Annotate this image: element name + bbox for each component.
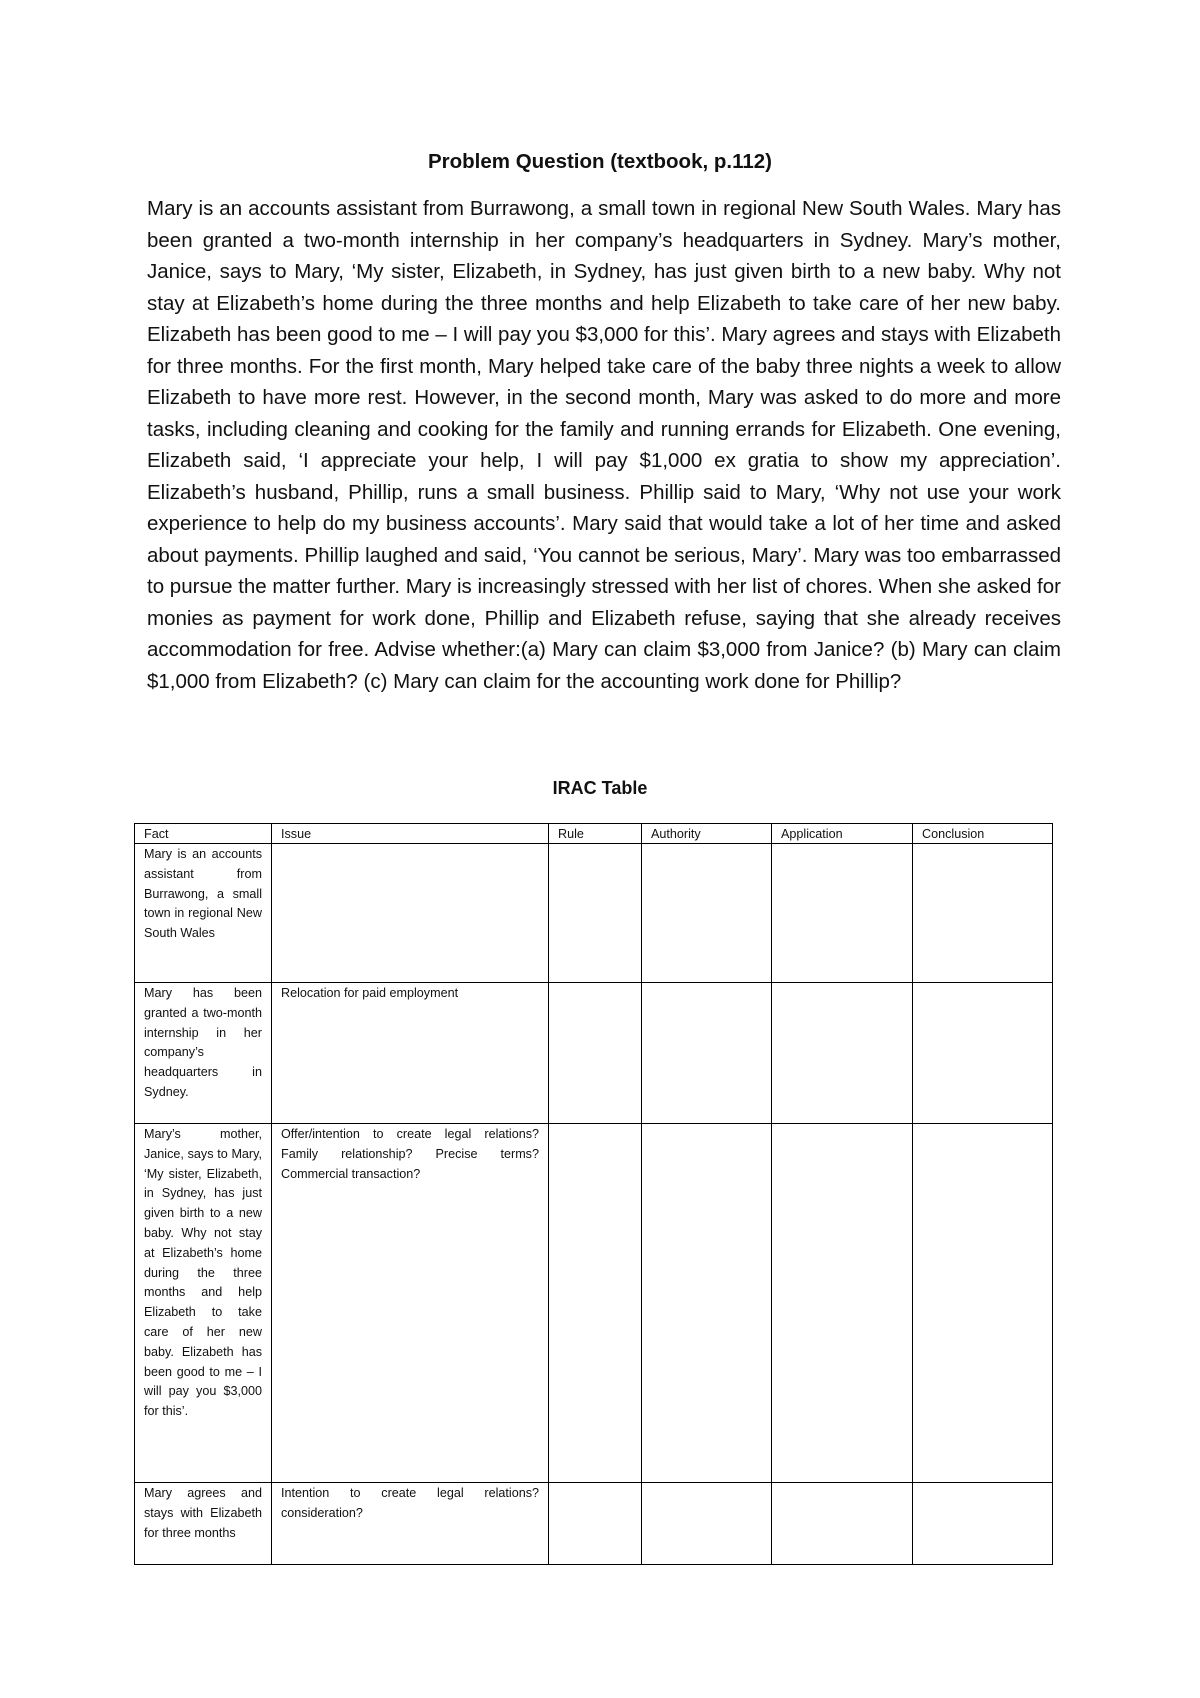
issue-cell: Relocation for paid employment: [272, 983, 549, 1124]
conclusion-cell: [913, 983, 1053, 1124]
header-conclusion: Conclusion: [913, 824, 1053, 844]
rule-cell: [549, 1483, 642, 1565]
fact-cell: Mary is an accounts assistant from Burrawong, a small town in regional New South Wales: [135, 844, 272, 983]
rule-cell: [549, 983, 642, 1124]
table-header-row: [135, 824, 1053, 844]
rule-cell: [549, 844, 642, 983]
application-cell: [772, 844, 913, 983]
header-rule: Rule: [549, 824, 642, 844]
table-title: IRAC Table: [552, 778, 648, 798]
issue-cell: Intention to create legal relations? consideration?: [272, 1483, 549, 1565]
rule-cell: [549, 1124, 642, 1483]
header-fact: Fact: [135, 824, 272, 844]
issue-cell: [272, 844, 549, 983]
application-cell: [772, 983, 913, 1124]
problem-text: Mary is an accounts assistant from Burrawong, a small town in regional New South Wales. Mary has been granted a two-month internship in her company’s headquarters in Sydney. Mary’s mother, Janice, says to Mary, ‘My sister, Elizabeth, in Sydney, has just given birth to a new baby. Why not stay at Elizabeth’s home during the three months and help Elizabeth to take care of her new baby. Elizabeth has been good to me – I will pay you $3,000 for this’. Mary agrees and stays with Elizabeth for three months. For the first month, Mary helped take care of the baby three nights a week to allow Elizabeth to have more rest. However, in the second month, Mary was asked to do more and more tasks, including cleaning and cooking for the family and running errands for Elizabeth. One evening, Elizabeth said, ‘I appreciate your help, I will pay $1,000 ex gratia to show my appreciation’. Elizabeth’s husband, Phillip, runs a small business. Phillip said to Mary, ‘Why not use your work experience to help do my business accounts’. Mary said that would take a lot of her time and asked about payments. Phillip laughed and said, ‘You cannot be serious, Mary’. Mary was too embarrassed to pursue the matter further. Mary is increasingly stressed with her list of chores. When she asked for monies as payment for work done, Phillip and Elizabeth refuse, saying that she already receives accommodation for free. Advise whether:(a) Mary can claim $3,000 from Janice? (b) Mary can claim $1,000 from Elizabeth? (c) Mary can claim for the accounting work done for Phillip?: [147, 197, 1061, 693]
header-authority: Authority: [642, 824, 772, 844]
authority-cell: [642, 983, 772, 1124]
application-cell: [772, 1124, 913, 1483]
table-row: [135, 1124, 1053, 1483]
fact-cell: Mary agrees and stays with Elizabeth for three months: [135, 1483, 272, 1565]
header-application: Application: [772, 824, 913, 844]
conclusion-cell: [913, 1124, 1053, 1483]
authority-cell: [642, 1483, 772, 1565]
header-issue: Issue: [272, 824, 549, 844]
table-row: [135, 1483, 1053, 1565]
conclusion-cell: [913, 844, 1053, 983]
page-title: Problem Question (textbook, p.112): [427, 150, 772, 173]
authority-cell: [642, 1124, 772, 1483]
fact-cell: Mary has been granted a two-month internship in her company’s headquarters in Sydney.: [135, 983, 272, 1124]
table-row: [135, 844, 1053, 983]
conclusion-cell: [913, 1483, 1053, 1565]
irac-table: [134, 823, 1053, 1565]
fact-cell: Mary’s mother, Janice, says to Mary, ‘My sister, Elizabeth, in Sydney, has just given birth to a new baby. Why not stay at Elizabeth’s home during the three months and help Elizabeth to take care of her new baby. Elizabeth has been good to me – I will pay you $3,000 for this’.: [135, 1124, 272, 1483]
authority-cell: [642, 844, 772, 983]
application-cell: [772, 1483, 913, 1565]
table-row: [135, 983, 1053, 1124]
issue-cell: Offer/intention to create legal relations? Family relationship? Precise terms? Commercial transaction?: [272, 1124, 549, 1483]
